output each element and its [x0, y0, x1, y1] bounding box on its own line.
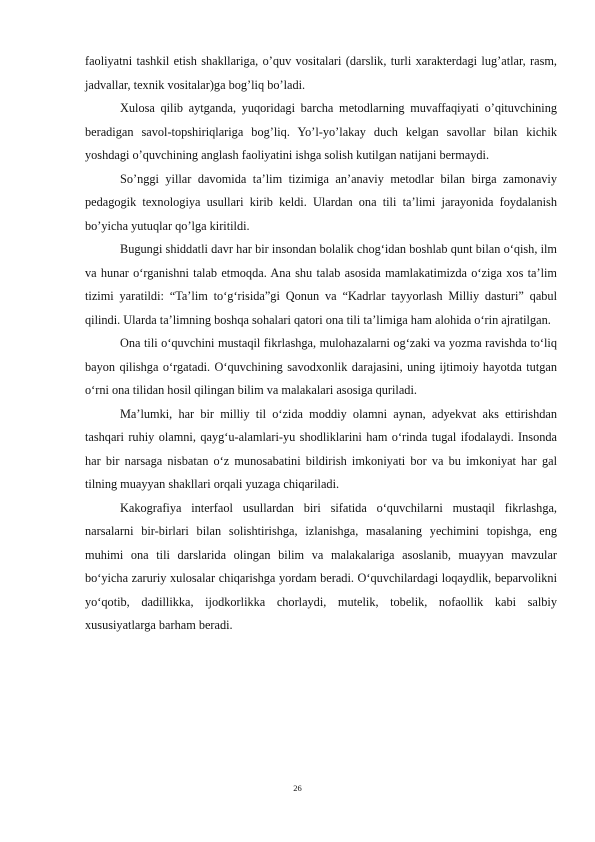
paragraph-7: Kakografiya interfaol usullardan biri sifatida o‘quvchilarni mustaqil fikrlashga, narsalarni bir-birlari bilan solishtirishga, izlanishga, masalaning yechimini topishga, eng muhimi ona tili darslarida olingan bilim va malakalariga asoslanib, muayyan mavzular bo‘yicha zaruriy xulosalar chiqarishga yordam beradi. O‘quvchilardagi loqaydlik, beparvolikni yo‘qotib, dadillikka, ijodkorlikka chorlaydi, mutelik, tobelik, nofaollik kabi salbiy xususiyatlarga barham beradi.	[85, 500, 557, 632]
paragraph-6: Ma’lumki, har bir milliy til o‘zida moddiy olamni aynan, adyekvat aks ettirishdan tashqari ruhiy olamni, qayg‘u-alamlari-yu shodliklarini ham o‘rinda tugal ifodalaydi. Insonda har bir narsaga nisbatan o‘z munosabatini bildirish imkoniyati bor va bu imkoniyat har gal tilning muayyan shakllari orqali yuzaga chiqariladi.	[85, 406, 557, 491]
page-number: 26	[293, 783, 302, 793]
body-text	[85, 50, 557, 638]
paragraph-3: So’nggi yillar davomida ta’lim tizimiga an’anaviy metodlar bilan birga zamonaviy pedagogik texnologiya usullari kirib keldi. Ulardan ona tili ta’limi jarayonida foydalanish bo’yicha yutuqlar qo’lga kiritildi.	[85, 171, 557, 233]
paragraph-4: Bugungi shiddatli davr har bir insondan bolalik chog‘idan boshlab qunt bilan o‘qish, ilm va hunar o‘rganishni talab etmoqda. Ana shu talab asosida mamlakatimizda o‘ziga xos ta’lim tizimi yaratildi: “Ta’lim to‘g‘risida”gi Qonun va “Kadrlar tayyorlash Milliy dasturi” qabul qilindi. Ularda ta’limning boshqa sohalari qatori ona tili ta’limiga ham alohida o‘rin ajratilgan.	[85, 242, 557, 327]
paragraph-1: faoliyatni tashkil etish shakllariga, o’quv vositalari (darslik, turli xarakterdagi lug’atlar, rasm, jadvallar, texnik vositalar)ga bog’liq bo’ladi.	[85, 54, 557, 92]
paragraph-5: Ona tili o‘quvchini mustaqil fikrlashga, mulohazalarni og‘zaki va yozma ravishda to‘liq bayon qilishga o‘rgatadi. O‘quvchining savodxonlik darajasini, uning ijtimoiy hayotda tutgan o‘rni ona tilidan hosil qilingan bilim va malakalari asosiga quriladi.	[85, 336, 557, 397]
paragraph-2: Xulosa qilib aytganda, yuqoridagi barcha metodlarning muvaffaqiyati o’qituvchining beradigan savol-topshiriqlariga bog’liq. Yo’l-yo’lakay duch kelgan savollar bilan kichik yoshdagi o’quvchining anglash faoliyatini ishga solish kutilgan natijani bermaydi.	[85, 101, 557, 162]
